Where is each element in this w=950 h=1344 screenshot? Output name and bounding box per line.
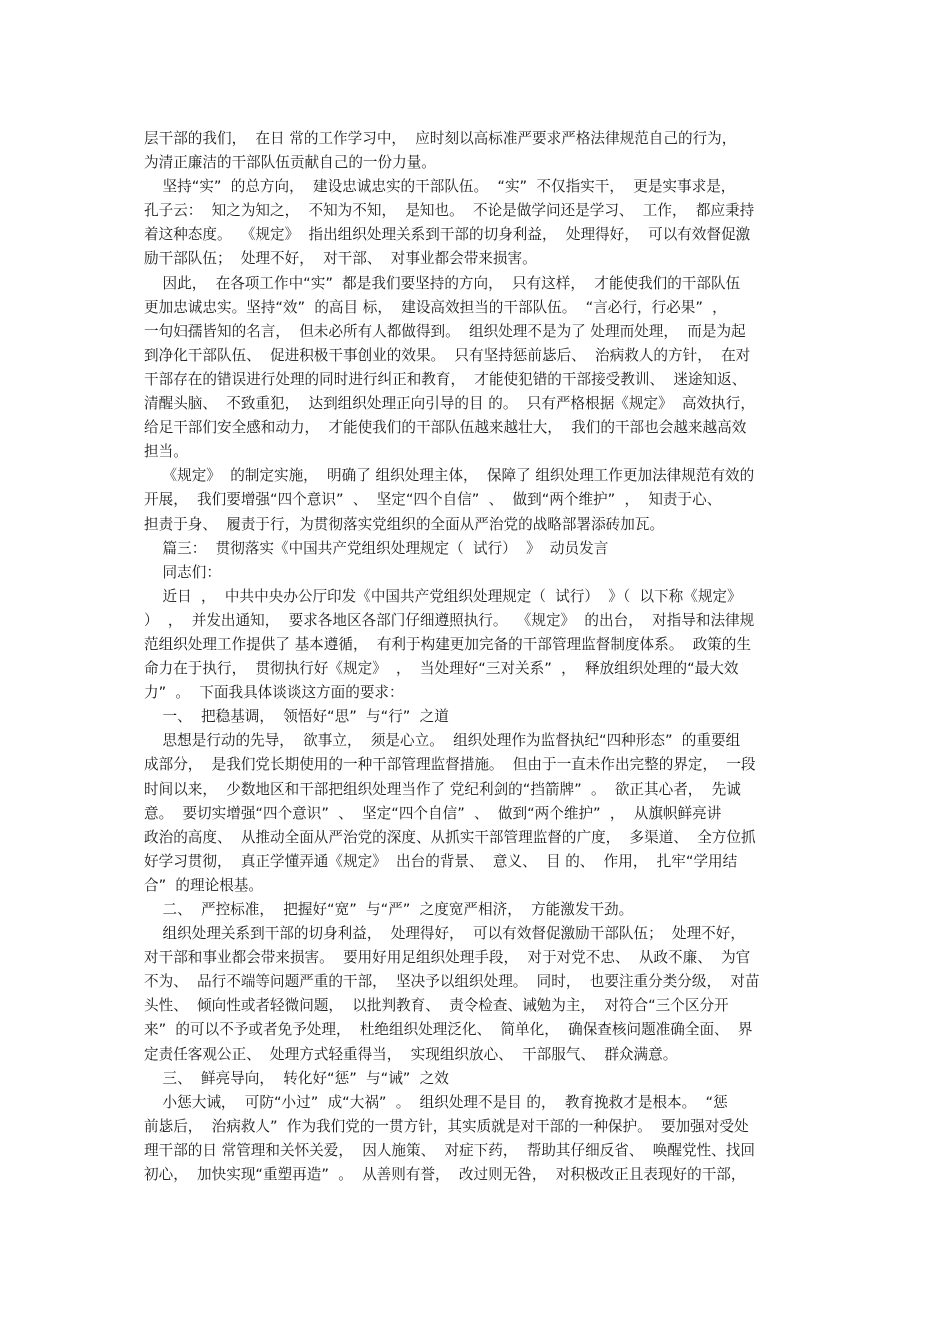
text-line: 因此， 在各项工作中“实” 都是我们要坚持的方向， 只有这样， 才能使我们的干部队伍 — [144, 274, 741, 292]
text-line: 为清正廉洁的干部队伍贡献自己的一份力量。 — [144, 154, 436, 172]
text-line: 《规定》 的制定实施， 明确了 组织处理主体， 保障了 组织处理工作更加法律规范有效的 — [144, 467, 755, 485]
text-line: 开展， 我们要增强“四个意识” 、 坚定“四个自信” 、 做到“两个维护” ， 知责于心、 — [144, 491, 722, 509]
text-line: 力” 。 下面我具体谈谈这方面的要求： — [144, 684, 404, 702]
text-line: 担责于身、 履责于行，为贯彻落实党组织的全面从严治党的战略部署添砖加瓦。 — [144, 515, 665, 533]
text-line: 小惩大诫， 可防“小过” 成“大祸” 。 组织处理不是目 的， 教育挽救才是根本。 “惩 — [144, 1093, 728, 1111]
text-line: 前毖后， 治病救人” 作为我们党的一贯方针，其实质就是对干部的一种保护。 要加强对受处 — [144, 1117, 749, 1135]
text-line: 二、 严控标准， 把握好“宽” 与“严” 之度宽严相济， 方能激发干劲。 — [144, 901, 634, 918]
text-line: 干部存在的错误进行处理的同时进行纠正和教育， 才能使犯错的干部接受教训、 迷途知返、 — [144, 370, 747, 388]
text-line: 到净化干部队伍、 促进积极干事创业的效果。 只有坚持惩前毖后、 治病救人的方针， 在对 — [144, 346, 751, 364]
text-line: 清醒头脑、 不致重犯， 达到组织处理正向引导的目 的。 只有严格根据《规定》 高效执行， — [144, 395, 755, 413]
text-line: 坚持“实” 的总方向， 建设忠诚忠实的干部队伍。 “实” 不仅指实干， 更是实事求是， — [144, 178, 736, 196]
text-line: 定责任客观公正、 处理方式轻重得当， 实现组织放心、 干部服气、 群众满意。 — [144, 1045, 678, 1063]
text-line: 好学习贯彻， 真正学懂弄通《规定》 出台的背景、 意义、 目 的、 作用， 扎牢“学用结 — [144, 852, 738, 870]
text-line: 政治的高度、 从推动全面从严治党的深度、从抓实干部管理监督的广度， 多渠道、 全方位抓 — [144, 828, 756, 846]
text-line: 意。 要切实增强“四个意识” 、 坚定“四个自信” 、 做到“两个维护” ， 从旗帜鲜亮讲 — [144, 804, 722, 822]
document-body — [144, 127, 808, 1187]
text-line: 三、 鲜亮导向， 转化好“惩” 与“诫” 之效 — [144, 1069, 449, 1087]
text-line: 对干部和事业都会带来损害。 要用好用足组织处理手段， 对于对党不忠、 从政不廉、 为官 — [144, 949, 751, 967]
text-line: 不为、 品行不端等问题严重的干部， 坚决予以组织处理。 同时， 也要注重分类分级， 对苗 — [144, 973, 760, 991]
text-line: 篇三： 贯彻落实《中国共产党组织处理规定（ 试行） 》 动员发言 — [144, 539, 609, 557]
text-line: 孔子云： 知之为知之， 不知为不知， 是知也。 不论是做学问还是学习、 工作， 都应秉持 — [144, 202, 755, 220]
text-line: 层干部的我们， 在日 常的工作学习中， 应时刻以高标准严要求严格法律规范自己的行为， — [144, 130, 737, 147]
text-line: 一句妇孺皆知的名言， 但未必所有人都做得到。 组织处理不是为了 处理而处理， 而是为起 — [144, 322, 746, 340]
text-line: 命力在于执行， 贯彻执行好《规定》 ， 当处理好“三对关系” ， 释放组织处理的“最大效 — [144, 660, 739, 678]
text-line: ） ， 并发出通知， 要求各地区各部门仔细遵照执行。 《规定》 的出台， 对指导和法律规 — [144, 611, 755, 629]
text-line: 同志们： — [144, 563, 221, 581]
text-line: 头性、 倾向性或者轻微问题， 以批判教育、 责令检查、诫勉为主， 对符合“三个区分开 — [144, 997, 729, 1015]
text-line: 思想是行动的先导， 欲事立， 须是心立。 组织处理作为监督执纪“四种形态” 的重要组 — [144, 732, 741, 750]
text-line: 范组织处理工作提供了 基本遵循， 有利于构建更加完备的干部管理监督制度体系。 政策的生 — [144, 635, 751, 653]
text-line: 成部分， 是我们党长期使用的一种干部管理监督措施。 但由于一直未作出完整的界定， 一段 — [144, 756, 756, 774]
document-page — [144, 127, 808, 1187]
text-line: 近日 ， 中共中央办公厅印发《中国共产党组织处理规定（ 试行） 》（ 以下称《规定》 — [144, 587, 742, 605]
text-line: 理干部的日 常管理和关怀关爱， 因人施策、 对症下药， 帮助其仔细反省、 唤醒党性、找回 — [144, 1141, 755, 1159]
text-line: 给足干部们安全感和动力， 才能使我们的干部队伍越来越壮大， 我们的干部也会越来越高效 — [144, 419, 747, 437]
text-line: 一、 把稳基调， 领悟好“思” 与“行” 之道 — [144, 708, 449, 726]
text-line: 更加忠诚忠实。坚持“效” 的高目 标， 建设高效担当的干部队伍。 “言必行，行必果” ， — [144, 298, 727, 316]
text-line: 组织处理关系到干部的切身利益， 处理得好， 可以有效督促激励干部队伍； 处理不好， — [144, 925, 745, 943]
text-line: 担当。 — [144, 443, 188, 461]
text-line: 着这种态度。 《规定》 指出组织处理关系到干部的切身利益， 处理得好， 可以有效督促激 — [144, 226, 751, 244]
text-line: 来” 的可以不予或者免予处理， 杜绝组织处理泛化、 简单化， 确保查核问题准确全面、 界 — [144, 1021, 753, 1039]
text-line: 励干部队伍； 处理不好， 对干部、 对事业都会带来损害。 — [144, 250, 537, 268]
text-line: 初心， 加快实现“重塑再造” 。 从善则有誉， 改过则无咎， 对积极改正且表现好的干部， — [144, 1166, 746, 1184]
text-line: 合” 的理论根基。 — [144, 876, 263, 894]
text-line: 时间以来， 少数地区和干部把组织处理当作了 党纪利剑的“挡箭牌” 。 欲正其心者， 先诚 — [144, 780, 741, 798]
